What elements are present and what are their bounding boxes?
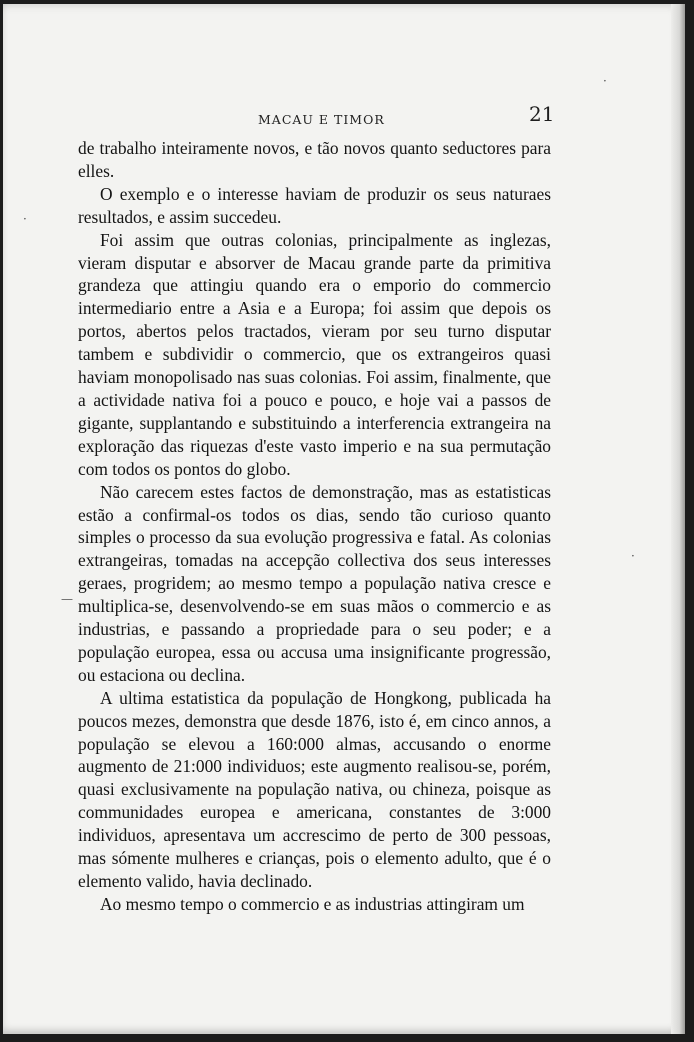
paragraph: Ao mesmo tempo o commercio e as industrias attingiram um xyxy=(100,893,525,914)
page-header xyxy=(3,102,685,132)
paragraph: O exemplo e o interesse haviam de produzir os seus naturaes resultados, e assim succedeu. xyxy=(78,183,551,227)
paper-speck: · xyxy=(23,212,27,226)
book-page xyxy=(3,4,685,1034)
paragraph: de trabalho inteiramente novos, e tão novos quanto seductores para elles. xyxy=(78,138,551,181)
paragraph: Não carecem estes factos de demonstração, mas as estatisticas estão a confirmal-os todos os dias, sendo tão curioso quanto simples o processo da sua evolução progressiva e fatal. As colonias extrangeiras, tomadas na accepção collectiva dos seus interesses geraes, progridem; ao mesmo tempo a população nativa cresce e multiplica-se, desenvolvendo-se em suas mãos o commercio e as industrias, e passando a propriedade para o seu poder; e a população europea, essa ou accusa uma insignificante progressão, ou estaciona ou declina. xyxy=(78,481,551,685)
body-text xyxy=(78,137,551,916)
paper-speck: · xyxy=(603,74,607,88)
paper-speck: — xyxy=(61,592,73,606)
paragraph: Foi assim que outras colonias, principalmente as inglezas, vieram disputar e absorver de Macau grande parte da primitiva grandeza que attingiu quando era o emporio do commercio intermediario entre a Asia e a Europa; foi assim que depois os portos, abertos pelos tractados, vieram por seu turno disputar tambem e subdividir o commercio, que os extrangeiros quasi haviam monopolisado nas suas colonias. Foi assim, finalmente, que a actividade nativa foi a pouco e pouco, e hoje vai a passos de gigante, supplantando e substituindo a interferencia extrangeira na exploração das riquezas d'este vasto imperio e na sua permutação com todos os pontos do globo. xyxy=(78,229,551,479)
page-edge-shadow xyxy=(671,4,685,1034)
page-number: 21 xyxy=(529,102,555,126)
running-title: MACAU E TIMOR xyxy=(258,112,385,127)
paper-speck: · xyxy=(631,549,635,563)
paragraph: A ultima estatistica da população de Hongkong, publicada ha poucos mezes, demonstra que desde 1876, isto é, em cinco annos, a população se elevou a 160:000 almas, accusando o enorme augmento de 21:000 individuos; este augmento realisou-se, porém, quasi exclusivamente na população nativa, ou chineza, poisque as communidades europea e americana, constantes de 3:000 individuos, apresentava um accrescimo de perto de 300 pessoas, mas sómente mulheres e crianças, pois o elemento adulto, que é o elemento valido, havia declinado. xyxy=(78,687,551,891)
